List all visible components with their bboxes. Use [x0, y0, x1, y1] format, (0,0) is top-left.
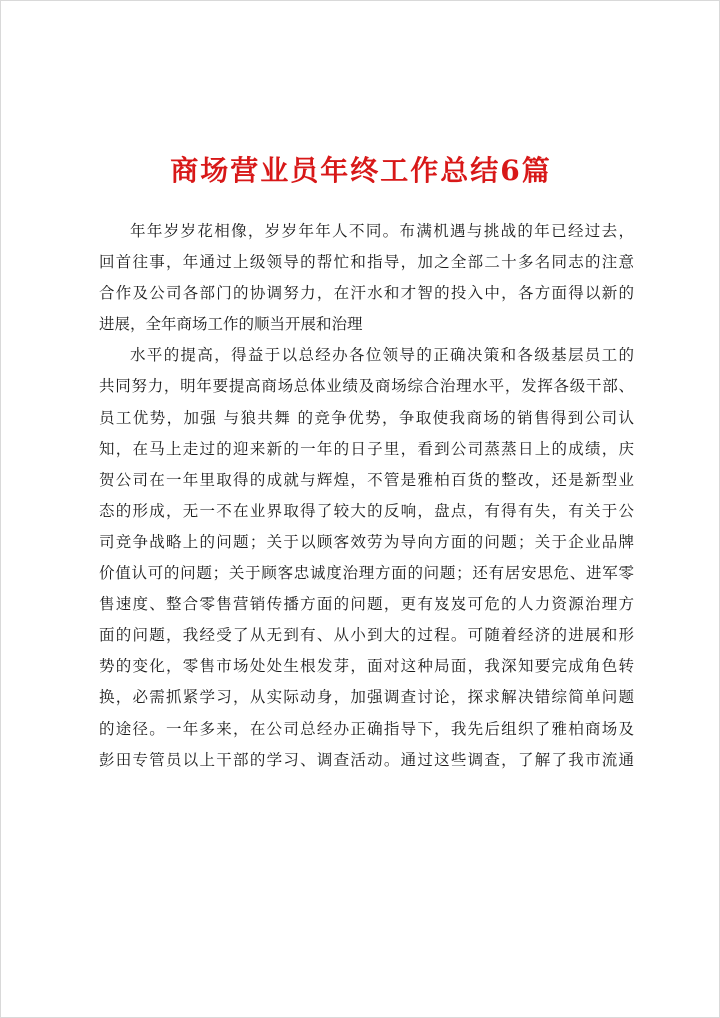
paragraph-line: 换，必需抓紧学习，从实际动身，加强调查讨论，探求解决错综简单问题 [99, 688, 634, 707]
paragraph-line: 知，在马上走过的迎来新的一年的日子里，看到公司蒸蒸日上的成绩，庆 [99, 439, 634, 458]
paragraph-line: 年年岁岁花相像，岁岁年年人不同。布满机遇与挑战的年已经过去， [130, 222, 634, 240]
paragraph-line: 回首往事，年通过上级领导的帮忙和指导，加之全部二十多名同志的注意 [99, 253, 634, 272]
paragraph-line: 进展，全年商场工作的顺当开展和治理 [99, 315, 363, 334]
paragraph-line: 司竞争战略上的问题；关于以顾客效劳为导向方面的问题；关于企业品牌 [99, 532, 634, 551]
paragraph-line: 水平的提高，得益于以总经办各位领导的正确决策和各级基层员工的 [130, 346, 634, 365]
paragraph-line: 的途径。一年多来，在公司总经办正确指导下，我先后组织了雅柏商场及 [99, 719, 634, 738]
paragraph-line: 贺公司在一年里取得的成就与辉煌，不管是雅柏百货的整改，还是新型业 [99, 470, 634, 489]
paragraph-line: 售速度、整合零售营销传播方面的问题，更有岌岌可危的人力资源治理方 [99, 595, 634, 614]
paragraph-line: 态的形成，无一不在业界取得了较大的反响，盘点，有得有失，有关于公 [99, 501, 634, 520]
document-body [99, 216, 634, 776]
paragraph-line: 面的问题，我经受了从无到有、从小到大的过程。可随着经济的进展和形 [99, 626, 634, 645]
paragraph-line: 员工优势，加强 与狼共舞 的竞争优势，争取使我商场的销售得到公司认 [99, 408, 634, 427]
paragraph-line: 彭田专管员以上干部的学习、调查活动。通过这些调查，了解了我市流通 [99, 750, 634, 769]
paragraph-line: 共同努力，明年要提高商场总体业绩及商场综合治理水平，发挥各级干部、 [99, 377, 634, 396]
paragraph-line: 价值认可的问题；关于顾客忠诚度治理方面的问题；还有居安思危、进军零 [99, 564, 634, 583]
paragraph-line: 合作及公司各部门的协调努力，在汗水和才智的投入中，各方面得以新的 [99, 284, 634, 303]
paragraph-line: 势的变化，零售市场处处生根发芽，面对这种局面，我深知要完成角色转 [99, 657, 634, 676]
document-title: 商场营业员年终工作总结6篇 [170, 154, 552, 187]
